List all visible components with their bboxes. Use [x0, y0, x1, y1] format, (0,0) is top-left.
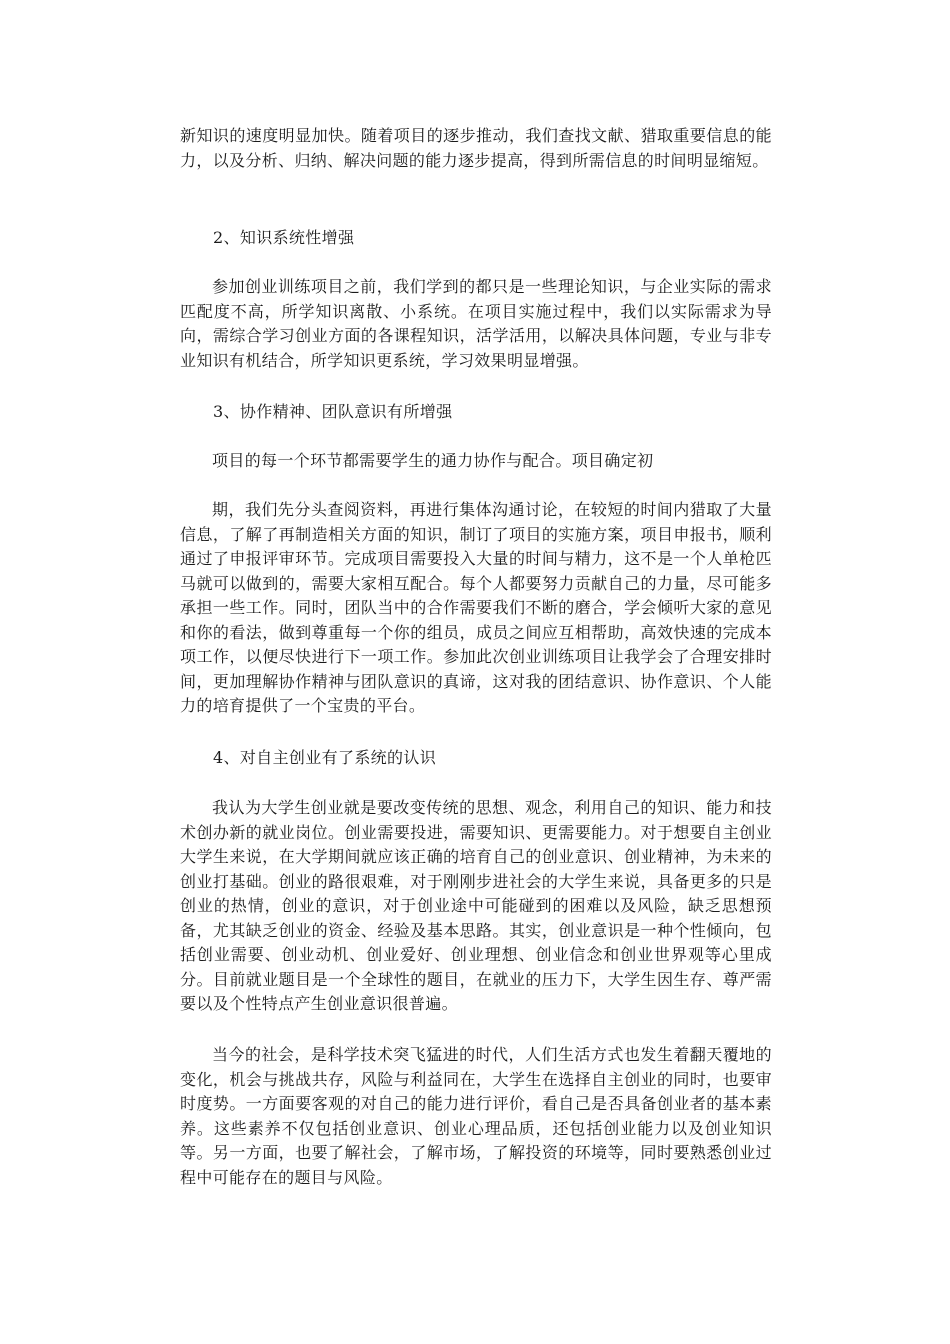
- heading-teamwork: 3、协作精神、团队意识有所增强: [213, 402, 453, 421]
- paragraph-entrepreneurship-1: 我认为大学生创业就是要改变传统的思想、观念，利用自己的知识、能力和技术创办新的就业岗位。创业需要投进，需要知识、更需要能力。对于想要自主创业大学生来说，在大学期间就应该正确的培育自己的创业意识、创业精神，为未来的创业打基础。创业的路很艰难，对于刚刚步进社会的大学生来说，具备更多的只是创业的热情，创业的意识，对于创业途中可能碰到的困难以及风险，缺乏思想预备，尤其缺乏创业的资金、经验及基本思路。其实，创业意识是一种个性倾向，包括创业需要、创业动机、创业爱好、创业理想、创业信念和创业世界观等心里成分。目前就业题目是一个全球性的题目，在就业的压力下，大学生因生存、尊严需要以及个性特点产生创业意识很普遍。: [180, 798, 772, 1013]
- paragraph-knowledge-systematic: 参加创业训练项目之前，我们学到的都只是一些理论知识，与企业实际的需求匹配度不高，所学知识离散、小系统。在项目实施过程中，我们以实际需求为导向，需综合学习创业方面的各课程知识，活学活用，以解决具体问题，专业与非专业知识有机结合，所学知识更系统，学习效果明显增强。: [180, 277, 772, 370]
- heading-knowledge-systematic: 2、知识系统性增强: [213, 228, 355, 247]
- paragraph-teamwork-body: 期，我们先分头查阅资料，再进行集体沟通讨论，在较短的时间内猎取了大量信息，了解了再制造相关方面的知识，制订了项目的实施方案，项目申报书，顺利通过了申报评审环节。完成项目需要投入大量的时间与精力，这不是一个人单枪匹马就可以做到的，需要大家相互配合。每个人都要努力贡献自己的力量，尽可能多承担一些工作。同时，团队当中的合作需要我们不断的磨合，学会倾听大家的意见和你的看法，做到尊重每一个你的组员，成员之间应互相帮助，高效快速的完成本项工作，以便尽快进行下一项工作。参加此次创业训练项目让我学会了合理安排时间，更加理解协作精神与团队意识的真谛，这对我的团结意识、协作意识、个人能力的培育提供了一个宝贵的平台。: [180, 500, 772, 715]
- paragraph-teamwork-intro: 项目的每一个环节都需要学生的通力协作与配合。项目确定初: [212, 451, 654, 470]
- paragraph-entrepreneurship-2: 当今的社会，是科学技术突飞猛进的时代，人们生活方式也发生着翻天覆地的变化，机会与挑战共存，风险与利益同在，大学生在选择自主创业的同时，也要审时度势。一方面要客观的对自己的能力进行评价，看自己是否具备创业者的基本素养。这些素养不仅包括创业意识、创业心理品质，还包括创业能力以及创业知识等。另一方面，也要了解社会，了解市场，了解投资的环境等，同时要熟悉创业过程中可能存在的题目与风险。: [180, 1045, 772, 1187]
- heading-entrepreneurship: 4、对自主创业有了系统的认识: [213, 748, 437, 767]
- paragraph-intro: 新知识的速度明显加快。随着项目的逐步推动，我们查找文献、猎取重要信息的能力，以及分析、归纳、解决问题的能力逐步提高，得到所需信息的时间明显缩短。: [180, 126, 772, 170]
